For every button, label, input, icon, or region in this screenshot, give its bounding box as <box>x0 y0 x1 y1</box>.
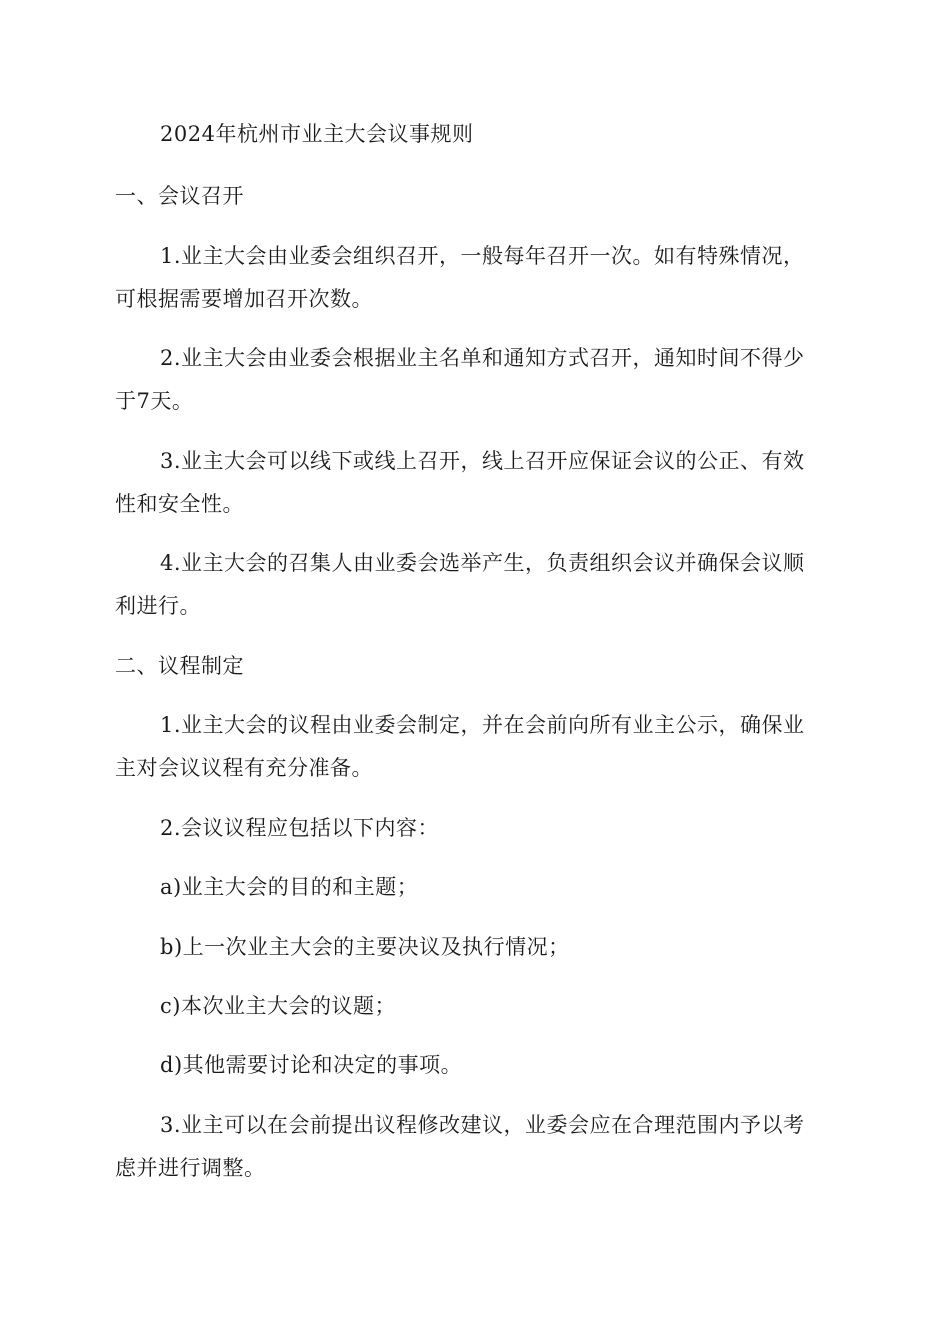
section-heading-1: 一、会议召开 <box>115 184 244 208</box>
paragraph-1-1-line-2: 可根据需要增加召开次数。 <box>115 287 373 311</box>
list-item-c: c)本次业主大会的议题； <box>160 994 396 1018</box>
paragraph-2-2: 2.会议议程应包括以下内容： <box>160 816 440 840</box>
document-title: 2024年杭州市业主大会议事规则 <box>160 122 474 146</box>
paragraph-2-3-line-1: 3.业主可以在会前提出议程修改建议，业委会应在合理范围内予以考 <box>160 1113 805 1137</box>
paragraph-1-3-line-2: 性和安全性。 <box>115 492 244 516</box>
list-item-d: d)其他需要讨论和决定的事项。 <box>160 1053 463 1077</box>
section-heading-2: 二、议程制定 <box>115 654 244 678</box>
list-item-a: a)业主大会的目的和主题； <box>160 875 419 899</box>
paragraph-2-1-line-1: 1.业主大会的议程由业委会制定，并在会前向所有业主公示，确保业 <box>160 713 805 737</box>
paragraph-2-3-line-2: 虑并进行调整。 <box>115 1156 266 1180</box>
paragraph-1-1-line-1: 1.业主大会由业委会组织召开，一般每年召开一次。如有特殊情况， <box>160 244 805 268</box>
list-item-b: b)上一次业主大会的主要决议及执行情况； <box>160 935 570 959</box>
paragraph-1-4-line-1: 4.业主大会的召集人由业委会选举产生，负责组织会议并确保会议顺 <box>160 551 805 575</box>
paragraph-2-1-line-2: 主对会议议程有充分准备。 <box>115 756 373 780</box>
paragraph-1-4-line-2: 利进行。 <box>115 594 201 618</box>
paragraph-1-2-line-1: 2.业主大会由业委会根据业主名单和通知方式召开，通知时间不得少 <box>160 346 805 370</box>
paragraph-1-3-line-1: 3.业主大会可以线下或线上召开，线上召开应保证会议的公正、有效 <box>160 449 805 473</box>
paragraph-1-2-line-2: 于7天。 <box>115 389 194 413</box>
